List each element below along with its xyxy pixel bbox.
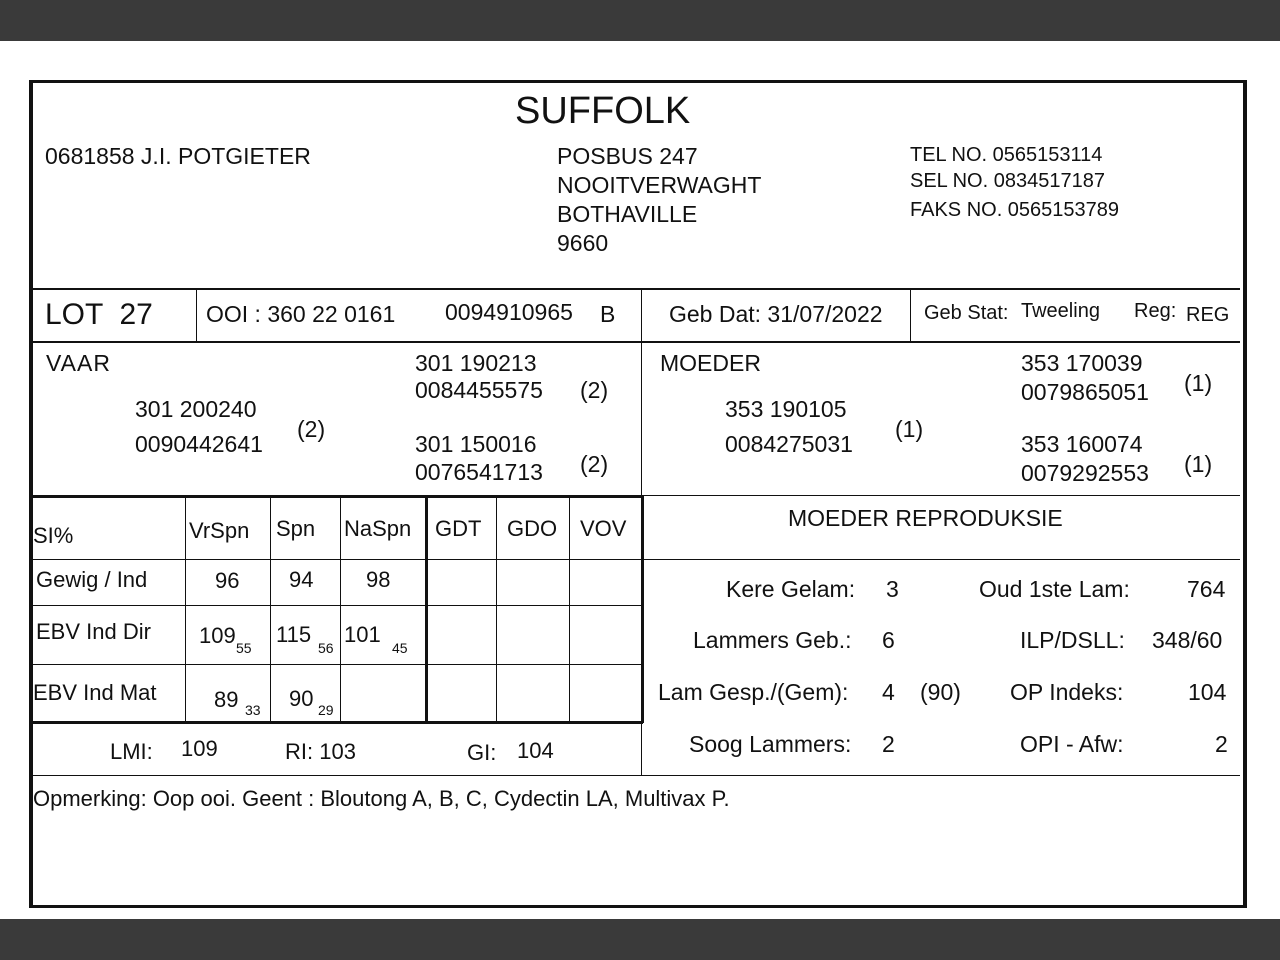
gewig-naspn: 98 (366, 567, 391, 592)
ilp-label: ILP/DSLL: (1020, 627, 1125, 653)
bottom-band (0, 919, 1280, 960)
col-header-gdo: GDO (507, 516, 558, 541)
divider-row-2 (33, 664, 643, 665)
lot-sep-2 (641, 289, 642, 342)
ebv-dir-vrspn-sub: 55 (236, 640, 252, 656)
moeder-dam-id: 0079292553 (1021, 460, 1149, 486)
vaar-id: 0090442641 (135, 431, 263, 457)
lammers-geb-value: 6 (882, 627, 895, 653)
lam-gesp-value: 4 (882, 679, 895, 705)
ilp-value: 348/60 (1152, 627, 1223, 653)
divider-row-1 (33, 605, 643, 606)
lot-sep-1 (196, 289, 197, 342)
vaar-mark: (2) (297, 416, 326, 442)
vaar-dam-id: 0076541713 (415, 459, 543, 485)
row-label-ebv-dir: EBV Ind Dir (36, 619, 151, 644)
row-label-ebv-mat: EBV Ind Mat (33, 680, 157, 705)
vaar-sire-code: 301 190213 (415, 350, 537, 376)
divider-table-bottom (31, 721, 643, 724)
col-sep-spn (340, 497, 341, 722)
col-sep-naspn (425, 497, 428, 722)
moeder-label: MOEDER (660, 350, 761, 376)
animal-grade: B (600, 301, 616, 327)
col-header-naspn: NaSpn (344, 516, 412, 541)
col-sep-label (185, 497, 186, 722)
col-header-gdt: GDT (435, 516, 482, 541)
soog-label: Soog Lammers: (689, 731, 852, 757)
ebv-mat-vrspn: 89 (214, 687, 239, 712)
address-line-1: POSBUS 247 (557, 143, 698, 169)
op-indeks-label: OP Indeks: (1010, 679, 1124, 705)
moeder-dam-code: 353 160074 (1021, 431, 1143, 457)
col-header-vov: VOV (580, 516, 627, 541)
ebv-dir-vrspn: 109 (199, 623, 236, 648)
kere-gelam-value: 3 (886, 576, 899, 602)
ooi-number: OOI : 360 22 0161 (206, 301, 396, 327)
moeder-sire-code: 353 170039 (1021, 350, 1143, 376)
oud-lam-value: 764 (1187, 576, 1226, 602)
col-header-vrspn: VrSpn (189, 518, 250, 543)
gi-value: 104 (517, 738, 554, 763)
kere-gelam-label: Kere Gelam: (726, 576, 856, 602)
birth-date: Geb Dat: 31/07/2022 (669, 301, 883, 327)
gewig-spn: 94 (289, 567, 314, 592)
soog-value: 2 (882, 731, 895, 757)
ebv-dir-spn-sub: 56 (318, 640, 334, 656)
divider-lot (33, 341, 1240, 343)
vaar-dam-mark: (2) (580, 451, 609, 477)
moeder-sire-mark: (1) (1184, 370, 1213, 396)
breeder-name: 0681858 J.I. POTGIETER (45, 143, 311, 169)
lmi-value: 109 (181, 736, 218, 761)
ebv-mat-spn: 90 (289, 686, 314, 711)
moeder-mark: (1) (895, 416, 924, 442)
divider-pedigree-right (643, 495, 1240, 496)
vaar-dam-code: 301 150016 (415, 431, 537, 457)
reproduction-title: MOEDER REPRODUKSIE (788, 505, 1063, 531)
ebv-dir-naspn-sub: 45 (392, 640, 408, 656)
divider-pedigree-left (31, 495, 643, 498)
table-right-border (641, 496, 644, 723)
divider-stats-header (33, 559, 1240, 560)
vaar-sire-mark: (2) (580, 377, 609, 403)
animal-id: 0094910965 (445, 299, 573, 325)
lam-gesp-gem: (90) (920, 679, 961, 705)
ebv-mat-vrspn-sub: 33 (245, 702, 261, 718)
gi-label: GI: (467, 740, 497, 765)
lammers-geb-label: Lammers Geb.: (693, 627, 852, 653)
address-line-3: BOTHAVILLE (557, 201, 698, 227)
row-label-gewig: Gewig / Ind (36, 567, 148, 592)
op-indeks-value: 104 (1188, 679, 1227, 705)
col-sep-gdt (496, 497, 497, 722)
vaar-code: 301 200240 (135, 396, 257, 422)
moeder-sire-id: 0079865051 (1021, 379, 1149, 405)
col-sep-gdo (569, 497, 570, 722)
ri-value: RI: 103 (285, 739, 356, 764)
top-band (0, 0, 1280, 41)
lmi-label: LMI: (110, 739, 153, 764)
breed-title: SUFFOLK (515, 90, 691, 132)
lam-gesp-label: Lam Gesp./(Gem): (658, 679, 849, 705)
address-line-2: NOOITVERWAGHT (557, 172, 762, 198)
sel-no: SEL NO. 0834517187 (910, 170, 1105, 192)
moeder-dam-mark: (1) (1184, 451, 1213, 477)
moeder-code: 353 190105 (725, 396, 847, 422)
vaar-sire-id: 0084455575 (415, 377, 543, 403)
lot-number: LOT 27 (45, 298, 153, 331)
gewig-vrspn: 96 (215, 568, 240, 593)
birth-status: Tweeling (1021, 300, 1100, 322)
ebv-mat-spn-sub: 29 (318, 702, 334, 718)
col-header-si: SI% (33, 523, 74, 548)
birth-status-label: Geb Stat: (924, 302, 1009, 324)
col-sep-vrspn (270, 497, 271, 722)
reg-label: Reg: (1134, 300, 1177, 322)
divider-remark (33, 775, 1240, 776)
col-header-spn: Spn (276, 516, 316, 541)
lot-sep-3 (910, 289, 911, 342)
reg-value: REG (1186, 304, 1230, 326)
oud-lam-label: Oud 1ste Lam: (979, 576, 1130, 602)
address-line-4: 9660 (557, 230, 609, 256)
opi-value: 2 (1215, 731, 1228, 757)
moeder-id: 0084275031 (725, 431, 853, 457)
vaar-label: VAAR (46, 350, 111, 376)
ebv-dir-naspn: 101 (344, 622, 381, 647)
opi-label: OPI - Afw: (1020, 731, 1124, 757)
remark: Opmerking: Oop ooi. Geent : Bloutong A, B, C, Cydectin LA, Multivax P. (33, 786, 730, 811)
divider-header (33, 288, 1240, 290)
faks-no: FAKS NO. 0565153789 (910, 199, 1120, 221)
tel-no: TEL NO. 0565153114 (910, 144, 1103, 166)
ebv-dir-spn: 115 (276, 622, 312, 647)
